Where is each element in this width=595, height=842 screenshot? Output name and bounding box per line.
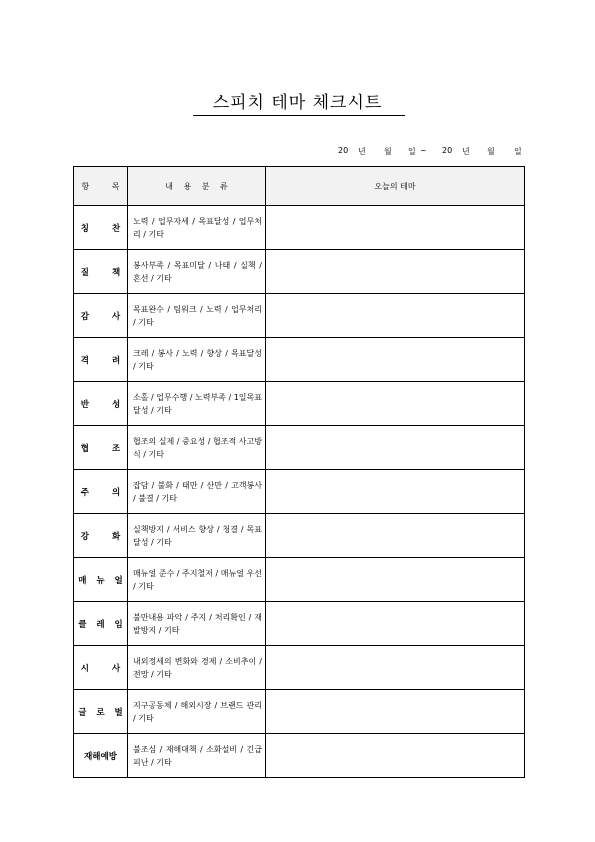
theme-entry-cell[interactable] bbox=[266, 602, 525, 646]
page-title: 스피치 테마 체크시트 bbox=[212, 93, 383, 113]
table-row bbox=[74, 558, 525, 602]
theme-entry-cell[interactable] bbox=[266, 690, 525, 734]
date-year-end: 20 bbox=[442, 146, 453, 155]
row-items: 잡담 / 불화 / 태만 / 산만 / 고객봉사 / 불결 / 기타 bbox=[128, 470, 266, 514]
row-items: 불조심 / 재해대책 / 소화설비 / 긴급피난 / 기타 bbox=[128, 734, 266, 778]
header-content-classification: 내 용 분 류 bbox=[128, 167, 266, 206]
header-todays-theme: 오늘의 테마 bbox=[266, 167, 525, 206]
row-category: 강 화 bbox=[74, 514, 128, 558]
theme-entry-cell[interactable] bbox=[266, 734, 525, 778]
date-day-label-end: 일 bbox=[514, 147, 522, 156]
table-row bbox=[74, 338, 525, 382]
row-category: 클 레 임 bbox=[74, 602, 128, 646]
theme-entry-cell[interactable] bbox=[266, 646, 525, 690]
theme-entry-cell[interactable] bbox=[266, 426, 525, 470]
theme-entry-cell[interactable] bbox=[266, 206, 525, 250]
row-category: 격 려 bbox=[74, 338, 128, 382]
table-row bbox=[74, 250, 525, 294]
row-category: 협 조 bbox=[74, 426, 128, 470]
table-row bbox=[74, 294, 525, 338]
date-tilde: ~ bbox=[420, 146, 427, 155]
date-year-start: 20 bbox=[338, 146, 349, 155]
table-row bbox=[74, 602, 525, 646]
table-row bbox=[74, 470, 525, 514]
date-year-label-start: 년 bbox=[358, 147, 366, 156]
date-year-label-end: 년 bbox=[462, 147, 470, 156]
row-items: 매뉴얼 준수 / 주지철저 / 매뉴얼 우선 / 기타 bbox=[128, 558, 266, 602]
row-items: 봉사부족 / 목표미달 / 나태 / 실책 / 혼선 / 기타 bbox=[128, 250, 266, 294]
row-items: 노력 / 업무자세 / 목표달성 / 업무처리 / 기타 bbox=[128, 206, 266, 250]
theme-checksheet-table bbox=[73, 166, 525, 778]
row-category: 재해예방 bbox=[74, 734, 128, 778]
table-row bbox=[74, 734, 525, 778]
title-underline bbox=[193, 115, 405, 116]
row-items: 내외정세의 변화와 경제 / 소비추이 / 전망 / 기타 bbox=[128, 646, 266, 690]
row-items: 협조의 실제 / 중요성 / 협조적 사고방식 / 기타 bbox=[128, 426, 266, 470]
row-category: 시 사 bbox=[74, 646, 128, 690]
table-row bbox=[74, 426, 525, 470]
theme-entry-cell[interactable] bbox=[266, 294, 525, 338]
date-day-label-start: 일 bbox=[408, 147, 416, 156]
table-row bbox=[74, 206, 525, 250]
row-category: 매 뉴 얼 bbox=[74, 558, 128, 602]
date-month-label-end: 월 bbox=[487, 147, 495, 156]
table-row bbox=[74, 690, 525, 734]
theme-entry-cell[interactable] bbox=[266, 250, 525, 294]
row-items: 소홀 / 업무수행 / 노력부족 / 1일목표 달성 / 기타 bbox=[128, 382, 266, 426]
theme-entry-cell[interactable] bbox=[266, 382, 525, 426]
row-category: 주 의 bbox=[74, 470, 128, 514]
row-items: 목표완수 / 팀워크 / 노력 / 업무처리 / 기타 bbox=[128, 294, 266, 338]
table-row bbox=[74, 382, 525, 426]
row-items: 실책방지 / 서비스 향상 / 청결 / 목표달성 / 기타 bbox=[128, 514, 266, 558]
row-items: 불만내용 파악 / 주지 / 처리확인 / 재발방지 / 기타 bbox=[128, 602, 266, 646]
header-category: 항 목 bbox=[74, 167, 128, 206]
row-items: 크레 / 봉사 / 노력 / 향상 / 목표달성 / 기타 bbox=[128, 338, 266, 382]
theme-entry-cell[interactable] bbox=[266, 558, 525, 602]
row-category: 감 사 bbox=[74, 294, 128, 338]
row-items: 지구공동체 / 해외시장 / 브랜드 관리 / 기타 bbox=[128, 690, 266, 734]
theme-entry-cell[interactable] bbox=[266, 470, 525, 514]
row-category: 반 성 bbox=[74, 382, 128, 426]
table-row bbox=[74, 646, 525, 690]
row-category: 질 책 bbox=[74, 250, 128, 294]
theme-entry-cell[interactable] bbox=[266, 338, 525, 382]
table-row bbox=[74, 514, 525, 558]
row-category: 칭 찬 bbox=[74, 206, 128, 250]
theme-entry-cell[interactable] bbox=[266, 514, 525, 558]
table-header-row bbox=[74, 167, 525, 206]
date-month-label-start: 월 bbox=[384, 147, 392, 156]
row-category: 글 로 벌 bbox=[74, 690, 128, 734]
